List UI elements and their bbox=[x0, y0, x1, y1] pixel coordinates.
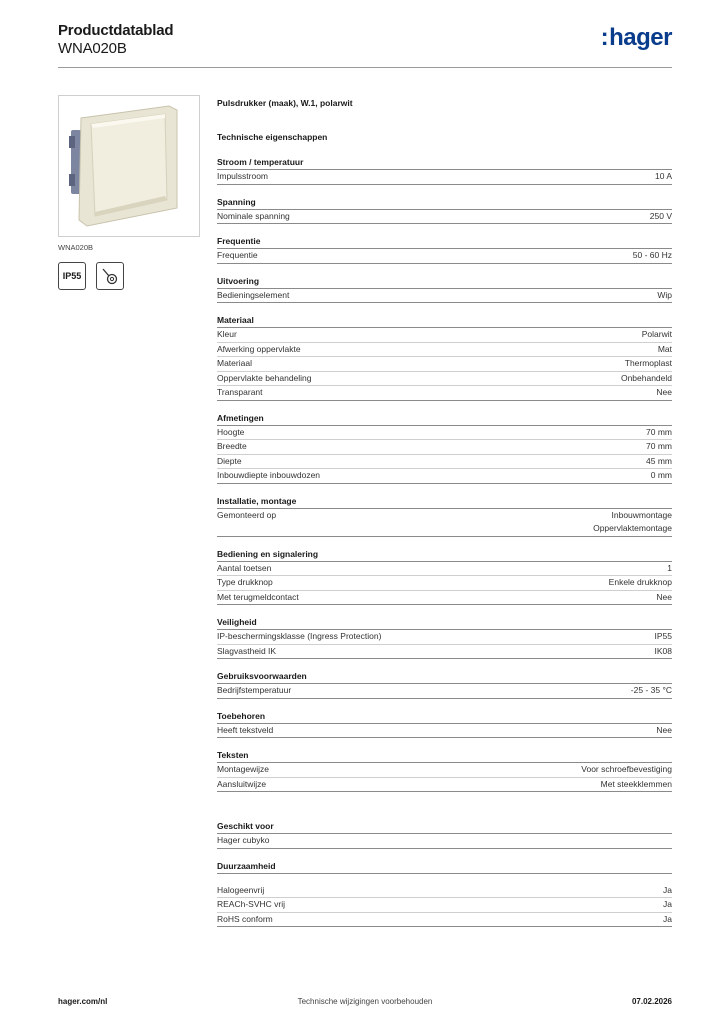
spacer bbox=[217, 802, 672, 819]
spec-value: -25 - 35 °C bbox=[630, 685, 672, 695]
spec-row bbox=[217, 210, 672, 225]
spec-row bbox=[217, 834, 672, 849]
spec-label: Impulsstroom bbox=[217, 171, 269, 181]
spec-group-title: Afmetingen bbox=[217, 411, 672, 426]
spec-value: 10 A bbox=[654, 171, 672, 181]
image-caption: WNA020B bbox=[58, 243, 94, 252]
spec-row bbox=[217, 884, 672, 899]
spec-label: Hager cubyko bbox=[217, 835, 270, 845]
footer-url[interactable]: hager.com/nl bbox=[58, 997, 108, 1006]
spec-row bbox=[217, 170, 672, 185]
spec-label: Aantal toetsen bbox=[217, 562, 272, 573]
spec-row bbox=[217, 562, 672, 577]
spec-row bbox=[217, 778, 672, 793]
header-divider bbox=[58, 67, 672, 68]
spec-row bbox=[217, 724, 672, 739]
hager-logo: :hager bbox=[600, 24, 672, 51]
spec-group-title: Duurzaamheid bbox=[217, 859, 672, 874]
spec-value: Met steekklemmen bbox=[600, 778, 672, 789]
footer-notice: Technische wijzigingen voorbehouden bbox=[297, 997, 433, 1006]
spec-group-veiligheid bbox=[217, 615, 672, 659]
spec-label: Slagvastheid IK bbox=[217, 645, 277, 656]
spec-label: Bedieningselement bbox=[217, 289, 290, 300]
spec-value: 70 mm bbox=[646, 441, 672, 451]
spec-value: Wip bbox=[657, 289, 672, 300]
spec-value: IK08 bbox=[654, 645, 672, 656]
spec-group-installatie-montage bbox=[217, 494, 672, 537]
spec-group-materiaal bbox=[217, 313, 672, 401]
spec-group-title: Geschikt voor bbox=[217, 819, 672, 834]
spec-label: Type drukknop bbox=[217, 577, 273, 587]
spec-row bbox=[217, 289, 672, 304]
spec-label: RoHS conform bbox=[217, 913, 273, 924]
spec-row bbox=[217, 645, 672, 660]
spec-group-title: Uitvoering bbox=[217, 274, 672, 289]
spec-group-title: Teksten bbox=[217, 748, 672, 763]
screw-terminal-glyph bbox=[99, 265, 121, 287]
spec-row bbox=[217, 343, 672, 358]
spec-value: Thermoplast bbox=[624, 358, 672, 368]
spec-value: Inbouwmontage Oppervlaktemontage bbox=[593, 509, 672, 533]
spec-value: 1 bbox=[667, 562, 672, 573]
spec-label: Heeft tekstveld bbox=[217, 724, 274, 735]
spec-value: Onbehandeld bbox=[620, 372, 672, 383]
spec-value: IP55 bbox=[654, 631, 672, 641]
ip55-badge bbox=[58, 262, 86, 290]
spec-group-title: Veiligheid bbox=[217, 615, 672, 630]
screw-terminal-icon bbox=[96, 262, 124, 290]
spec-label: IP-beschermingsklasse (Ingress Protection) bbox=[217, 631, 382, 641]
spec-label: Aansluitwijze bbox=[217, 778, 267, 789]
spec-value: Voor schroefbevestiging bbox=[581, 764, 672, 774]
spec-label: Frequentie bbox=[217, 250, 258, 260]
product-name: Pulsdrukker (maak), W.1, polarwit bbox=[217, 98, 353, 108]
spec-sheet bbox=[217, 96, 672, 927]
spec-label: Nominale spanning bbox=[217, 210, 290, 221]
spec-group-geschikt-voor bbox=[217, 819, 672, 849]
spec-value: 70 mm bbox=[646, 426, 672, 437]
spec-groups bbox=[217, 155, 672, 927]
spec-label: Transparant bbox=[217, 387, 263, 397]
spec-group-title: Spanning bbox=[217, 195, 672, 210]
spec-group-gebruiksvoorwaarden bbox=[217, 669, 672, 699]
spec-label: Montagewijze bbox=[217, 764, 269, 774]
spec-group-bediening-en-signalering bbox=[217, 547, 672, 606]
footer-date: 07.02.2026 bbox=[631, 997, 672, 1006]
spec-label: Inbouwdiepte inbouwdozen bbox=[217, 470, 321, 480]
spec-label: Gemonteerd op bbox=[217, 509, 277, 520]
section-title: Technische eigenschappen bbox=[217, 132, 328, 142]
spec-value: Nee bbox=[656, 591, 672, 602]
spec-group-title: Stroom / temperatuur bbox=[217, 155, 672, 170]
spec-row bbox=[217, 372, 672, 387]
logo-text: hager bbox=[609, 24, 672, 51]
spec-row bbox=[217, 469, 672, 484]
spec-value: Mat bbox=[657, 343, 672, 354]
ip55-badge-label: IP55 bbox=[62, 271, 82, 281]
spec-group-title: Materiaal bbox=[217, 313, 672, 328]
spec-row bbox=[217, 509, 672, 537]
spec-label: REACh-SVHC vrij bbox=[217, 899, 286, 909]
spec-row bbox=[217, 328, 672, 343]
spec-row bbox=[217, 591, 672, 606]
spec-group-frequentie bbox=[217, 234, 672, 264]
spec-group-toebehoren bbox=[217, 709, 672, 739]
spec-group-stroom-temperatuur bbox=[217, 155, 672, 185]
spec-group-teksten bbox=[217, 748, 672, 792]
product-code: WNA020B bbox=[58, 40, 127, 57]
spec-label: Bedrijfstemperatuur bbox=[217, 685, 292, 695]
spec-value: Ja bbox=[663, 913, 672, 924]
spec-row bbox=[217, 898, 672, 913]
spec-value: 0 mm bbox=[650, 470, 672, 480]
spec-row bbox=[217, 455, 672, 470]
spec-group-duurzaamheid bbox=[217, 859, 672, 928]
spec-value: 50 - 60 Hz bbox=[632, 250, 672, 260]
spec-value: 45 mm bbox=[646, 455, 672, 466]
spec-value: Polarwit bbox=[641, 329, 672, 339]
spec-value: Ja bbox=[663, 899, 672, 909]
spec-group-afmetingen bbox=[217, 411, 672, 484]
spec-label: Kleur bbox=[217, 329, 237, 339]
spec-label: Breedte bbox=[217, 441, 247, 451]
product-image bbox=[58, 95, 200, 237]
spec-row bbox=[217, 913, 672, 928]
spec-row bbox=[217, 684, 672, 699]
spec-row bbox=[217, 576, 672, 591]
spec-group-title: Frequentie bbox=[217, 234, 672, 249]
spec-value: 250 V bbox=[649, 210, 672, 221]
spec-group-spanning bbox=[217, 195, 672, 225]
spec-label: Materiaal bbox=[217, 358, 252, 368]
spec-value: Ja bbox=[663, 884, 672, 895]
page-title: Productdatablad bbox=[58, 22, 174, 39]
spec-value: Enkele drukknop bbox=[608, 577, 672, 587]
spec-group-uitvoering bbox=[217, 274, 672, 304]
spec-row bbox=[217, 630, 672, 645]
spec-group-title: Bediening en signalering bbox=[217, 547, 672, 562]
spec-group-title: Installatie, montage bbox=[217, 494, 672, 509]
spec-row bbox=[217, 386, 672, 401]
spec-value: Nee bbox=[656, 724, 672, 735]
spec-label: Halogeenvrij bbox=[217, 884, 265, 895]
spec-value: Nee bbox=[656, 387, 672, 397]
spec-label: Oppervlakte behandeling bbox=[217, 372, 312, 383]
spec-row bbox=[217, 357, 672, 372]
spec-label: Diepte bbox=[217, 455, 242, 466]
spec-label: Met terugmeldcontact bbox=[217, 591, 299, 602]
spec-group-title: Gebruiksvoorwaarden bbox=[217, 669, 672, 684]
page-header bbox=[58, 22, 672, 70]
spec-group-title: Toebehoren bbox=[217, 709, 672, 724]
spec-row bbox=[217, 763, 672, 778]
push-button-device-illustration bbox=[59, 96, 199, 236]
spec-label: Hoogte bbox=[217, 426, 245, 437]
spec-row bbox=[217, 426, 672, 441]
spec-row bbox=[217, 249, 672, 264]
spec-row bbox=[217, 440, 672, 455]
spec-label: Afwerking oppervlakte bbox=[217, 343, 301, 354]
